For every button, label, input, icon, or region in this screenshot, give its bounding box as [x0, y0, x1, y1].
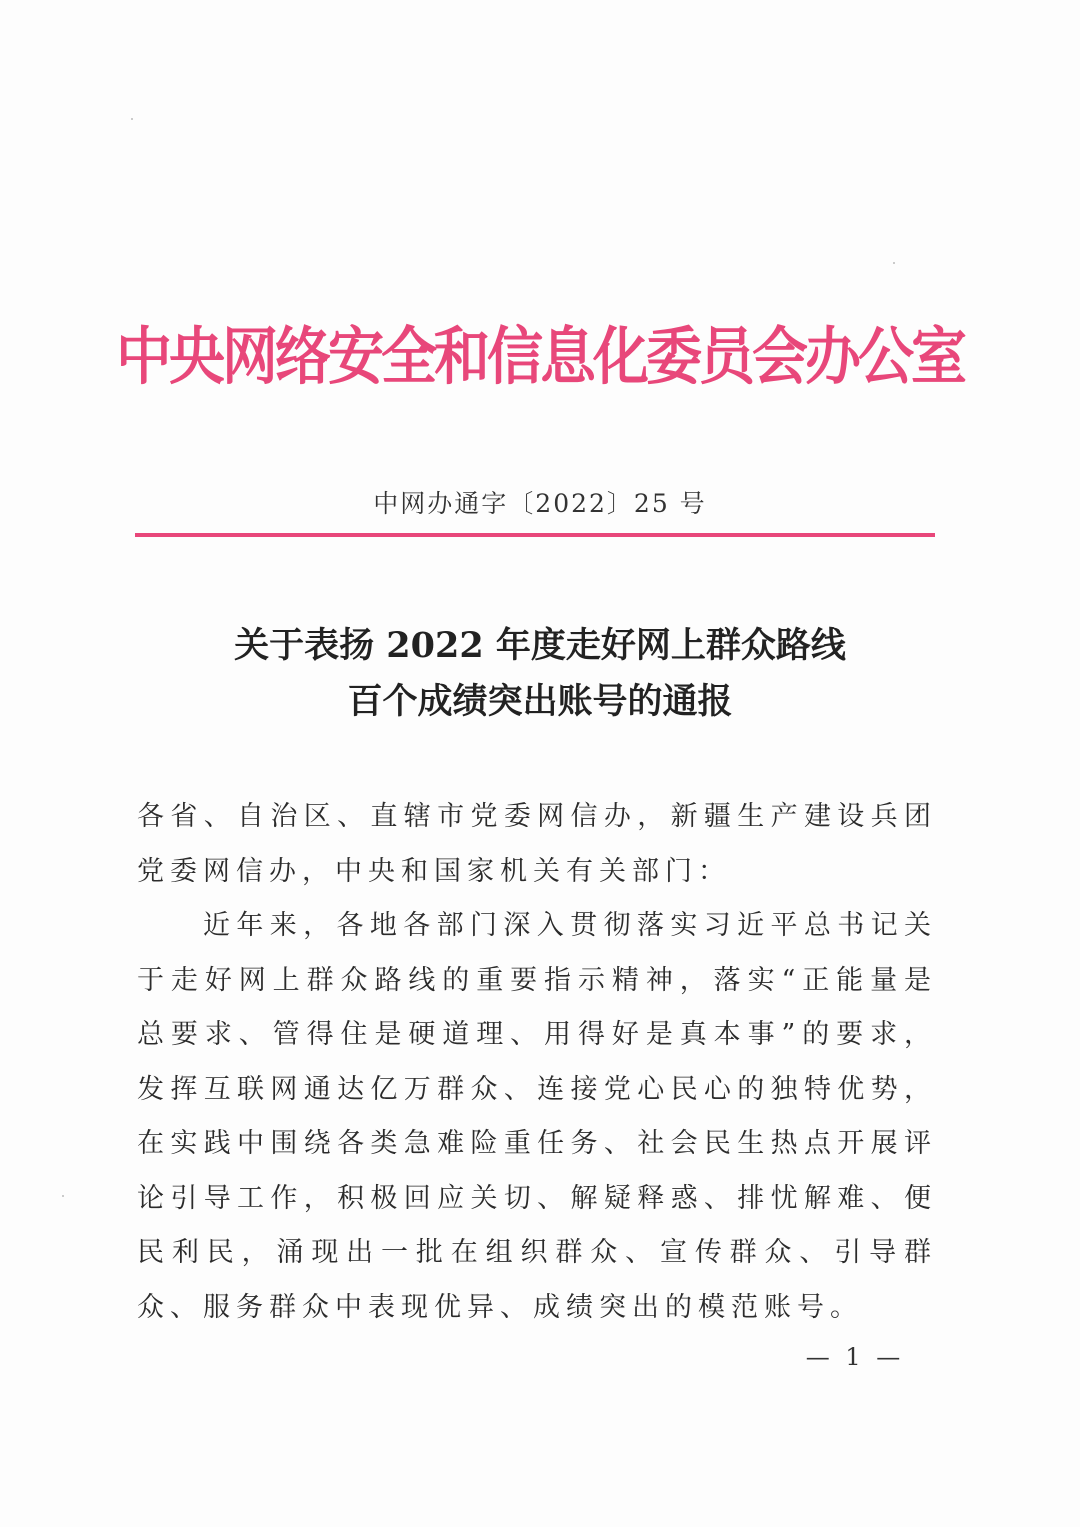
body-paragraph-1: 近年来，各地各部门深入贯彻落实习近平总书记关于走好网上群众路线的重要指示精神，落实“正能量是总要求、管得住是硬道理、用得好是真本事”的要求，发挥互联网通达亿万群众、连接党心民心的独特优势，在实践中围绕各类急难险重任务、社会民生热点开展评论引导工作，积极回应关切、解疑释惑、排忧解难、便民利民，涌现出一批在组织群众、宣传群众、引导群众、服务群众中表现优异、成绩突出的模范账号。 [137, 910, 937, 1323]
issuing-office-masthead: 中央网络安全和信息化委员会办公室 [116, 321, 964, 394]
title-line-2: 百个成绩突出账号的通报 [347, 681, 733, 722]
title-line-1: 关于表扬 2022 年度走好网上群众路线 [234, 625, 846, 666]
document-title [0, 618, 1080, 730]
scan-speck [131, 118, 133, 120]
scan-speck [62, 1195, 64, 1197]
red-divider-line [135, 533, 935, 537]
document-number: 中网办通字〔2022〕25 号 [373, 489, 707, 518]
document-body [137, 790, 937, 1335]
scan-speck [893, 262, 895, 264]
page-number: — 1 — [805, 1343, 905, 1371]
addressee-paragraph: 各省、自治区、直辖市党委网信办，新疆生产建设兵团党委网信办，中央和国家机关有关部门： [137, 801, 937, 887]
